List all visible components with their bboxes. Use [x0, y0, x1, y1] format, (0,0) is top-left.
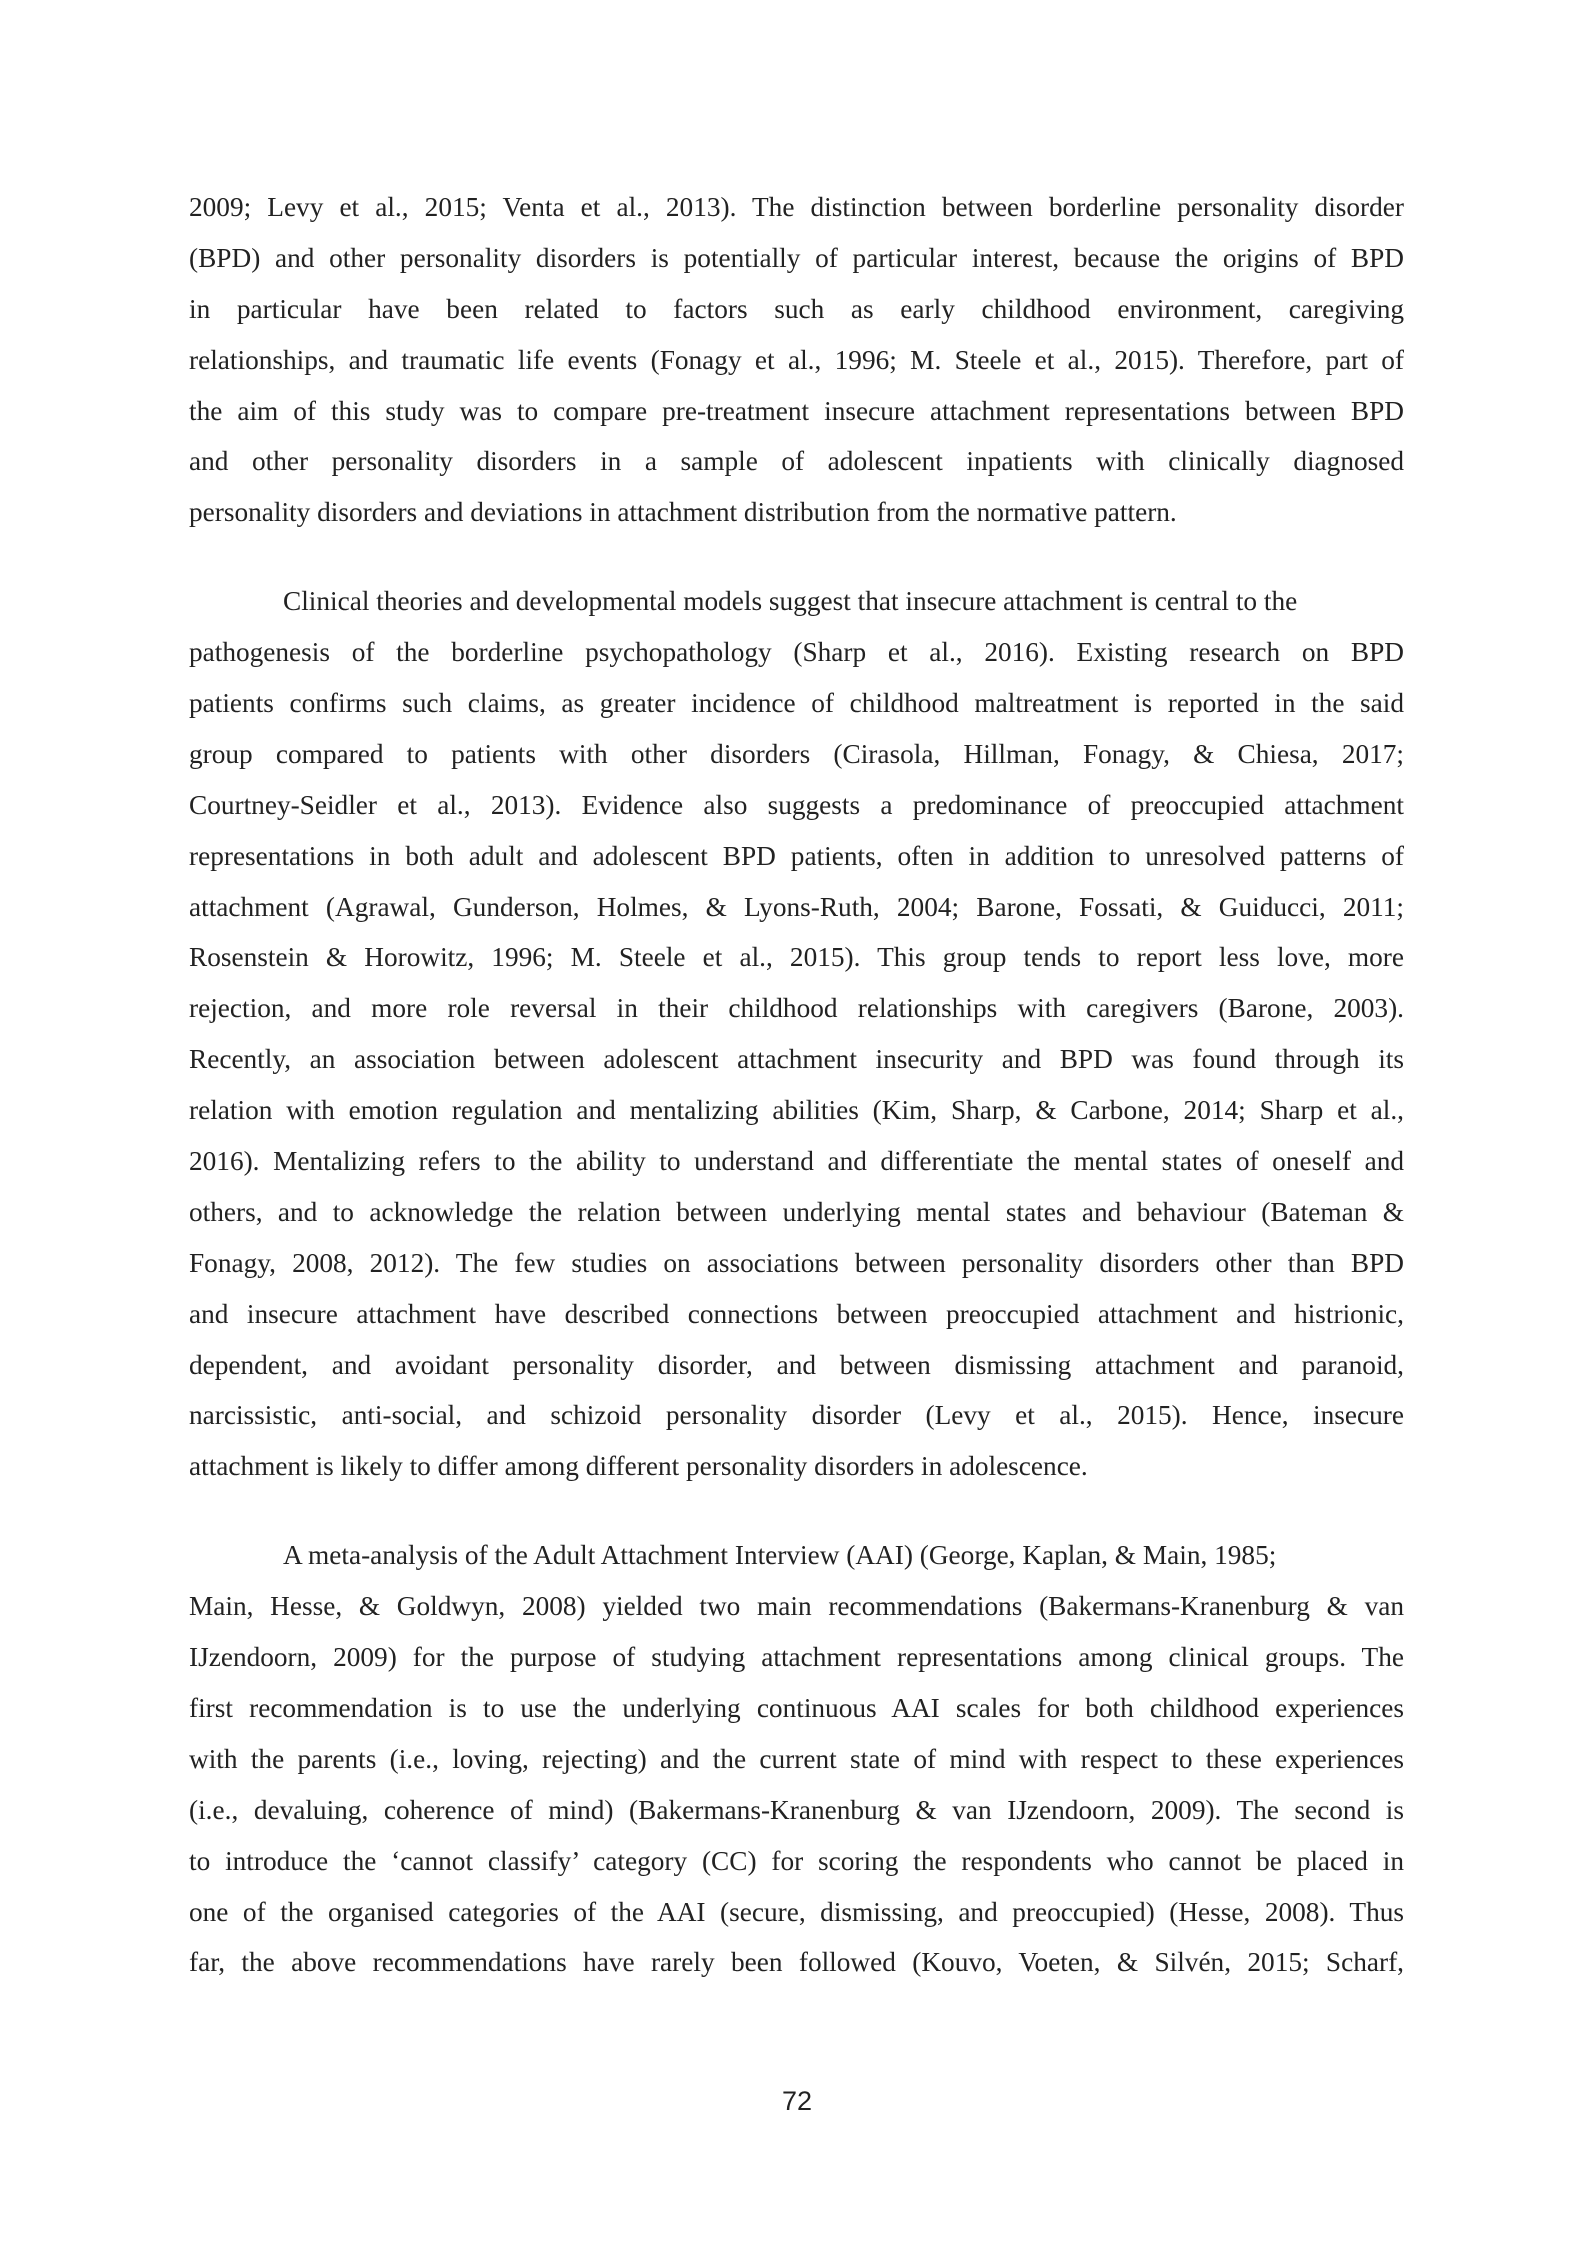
- text-line: others, and to acknowledge the relation between underlying mental states and behaviour (Bateman &: [189, 1196, 1404, 1227]
- paragraph-spacer: [189, 1492, 1404, 1530]
- text-line: 2016). Mentalizing refers to the ability to understand and differentiate the mental states of oneself and: [189, 1146, 1404, 1177]
- text-line: relation with emotion regulation and mentalizing abilities (Kim, Sharp, & Carbone, 2014; Sharp et al.,: [189, 1095, 1404, 1126]
- text-line: and other personality disorders in a sample of adolescent inpatients with clinically diagnosed: [189, 446, 1404, 477]
- paragraph-1: [189, 182, 1404, 538]
- text-line: (i.e., devaluing, coherence of mind) (Bakermans-Kranenburg & van IJzendoorn, 2009). The second is: [189, 1794, 1404, 1825]
- text-line: A meta-analysis of the Adult Attachment Interview (AAI) (George, Kaplan, & Main, 1985;: [283, 1540, 1277, 1571]
- text-line: dependent, and avoidant personality disorder, and between dismissing attachment and paranoid,: [189, 1349, 1404, 1380]
- text-line: Clinical theories and developmental models suggest that insecure attachment is central to the: [283, 586, 1298, 617]
- text-line: to introduce the ‘cannot classify’ category (CC) for scoring the respondents who cannot be placed in: [189, 1845, 1404, 1876]
- text-line: personality disorders and deviations in attachment distribution from the normative pattern.: [189, 497, 1177, 528]
- text-line: with the parents (i.e., loving, rejecting) and the current state of mind with respect to these experiences: [189, 1743, 1404, 1774]
- text-line: first recommendation is to use the underlying continuous AAI scales for both childhood experiences: [189, 1692, 1404, 1723]
- text-line: Courtney-Seidler et al., 2013). Evidence also suggests a predominance of preoccupied attachment: [189, 789, 1404, 820]
- text-line: rejection, and more role reversal in their childhood relationships with caregivers (Barone, 2003).: [189, 993, 1404, 1024]
- text-line: narcissistic, anti-social, and schizoid personality disorder (Levy et al., 2015). Hence, insecure: [189, 1400, 1404, 1431]
- text-line: far, the above recommendations have rarely been followed (Kouvo, Voeten, & Silvén, 2015; Scharf,: [189, 1947, 1404, 1978]
- text-line: patients confirms such claims, as greater incidence of childhood maltreatment is reported in the said: [189, 688, 1404, 719]
- text-line: group compared to patients with other disorders (Cirasola, Hillman, Fonagy, & Chiesa, 2017;: [189, 738, 1404, 769]
- paragraph-spacer: [189, 538, 1404, 576]
- page-number: 72: [781, 2086, 813, 2116]
- text-line: pathogenesis of the borderline psychopathology (Sharp et al., 2016). Existing research on BPD: [189, 637, 1404, 668]
- text-line: Rosenstein & Horowitz, 1996; M. Steele et al., 2015). This group tends to report less love, more: [189, 942, 1404, 973]
- text-line: 2009; Levy et al., 2015; Venta et al., 2013). The distinction between borderline personality disorder: [189, 192, 1404, 222]
- text-line: (BPD) and other personality disorders is potentially of particular interest, because the origins of BPD: [189, 242, 1404, 273]
- text-line: one of the organised categories of the AAI (secure, dismissing, and preoccupied) (Hesse, 2008). Thus: [189, 1896, 1404, 1927]
- text-line: and insecure attachment have described connections between preoccupied attachment and histrionic,: [189, 1298, 1404, 1329]
- text-line: Main, Hesse, & Goldwyn, 2008) yielded two main recommendations (Bakermans-Kranenburg & van: [189, 1591, 1404, 1622]
- paragraph-3: [189, 1530, 1404, 1988]
- text-line: representations in both adult and adolescent BPD patients, often in addition to unresolved patterns of: [189, 840, 1404, 871]
- text-line: Recently, an association between adolescent attachment insecurity and BPD was found through its: [189, 1044, 1404, 1075]
- text-line: attachment is likely to differ among different personality disorders in adolescence.: [189, 1451, 1088, 1482]
- text-line: the aim of this study was to compare pre-treatment insecure attachment representations between BPD: [189, 395, 1404, 426]
- paragraph-2: [189, 576, 1404, 1492]
- text-line: relationships, and traumatic life events (Fonagy et al., 1996; M. Steele et al., 2015). Therefore, part of: [189, 344, 1404, 375]
- text-line: in particular have been related to factors such as early childhood environment, caregiving: [189, 293, 1404, 324]
- text-line: Fonagy, 2008, 2012). The few studies on associations between personality disorders other than BPD: [189, 1247, 1404, 1278]
- text-line: attachment (Agrawal, Gunderson, Holmes, & Lyons-Ruth, 2004; Barone, Fossati, & Guiducci, 2011;: [189, 891, 1404, 922]
- text-line: IJzendoorn, 2009) for the purpose of studying attachment representations among clinical groups. The: [189, 1642, 1404, 1673]
- body-text: [189, 182, 1404, 1988]
